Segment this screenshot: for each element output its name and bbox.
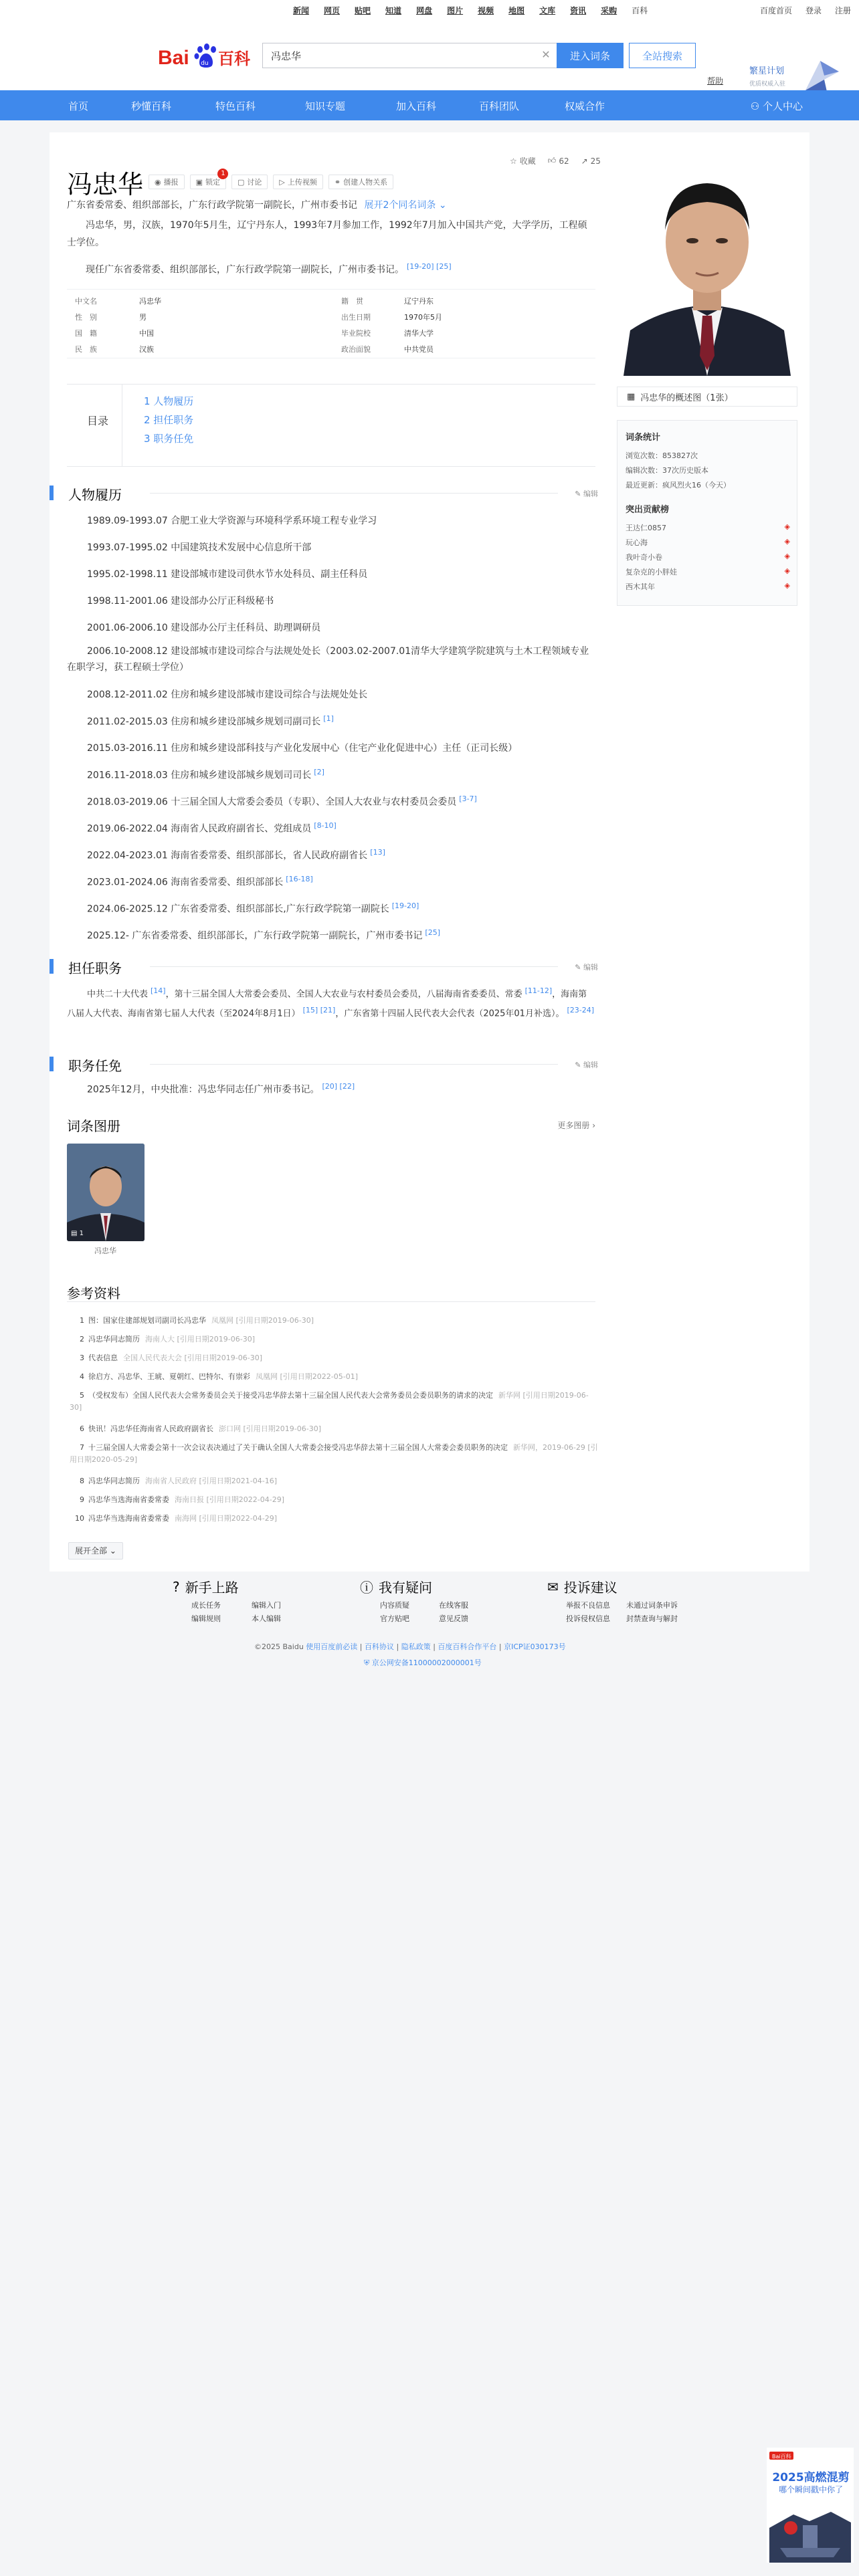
entry-title: 冯忠华 [67, 170, 144, 199]
chat-icon: ▢ [237, 177, 245, 187]
career-text: 2025.12- 广东省委常委、组织部部长，广东行政学院第一副院长，广州市委书记 [87, 930, 423, 942]
entry-stats [510, 155, 601, 167]
user-icon: ⚇ [750, 100, 763, 112]
section-marker [50, 1057, 54, 1071]
career-item [87, 821, 595, 835]
chevron-down-icon: ⌄ [109, 1546, 116, 1555]
ref-title[interactable]: （受权发布）全国人民代表大会常务委员会关于接受冯忠华辞去第十三届全国人民代表大会常务委员会委员职务的请求的决定 [88, 1391, 493, 1400]
ref-title[interactable]: 冯忠华当选海南省委常委 [88, 1514, 169, 1523]
top-nav [293, 5, 648, 16]
info-row [67, 310, 595, 324]
info-key: 籍 贯 [341, 297, 363, 306]
career-item [87, 687, 595, 701]
reference-item[interactable] [70, 1494, 598, 1505]
career-text: 2018.03-2019.06 十三届全国人大常委会委员（专职）、全国人大农业与农村委员会委员 [87, 796, 457, 808]
toc-item-career[interactable]: 1 人物履历 [144, 395, 194, 407]
ref-number: 3 [80, 1354, 84, 1362]
image-count-badge [71, 1230, 84, 1237]
medal-icon: ◈ [784, 552, 790, 560]
career-item [87, 928, 595, 942]
footer-link[interactable]: 未通过词条申诉 [626, 1601, 678, 1610]
ad-banner-image [767, 2448, 854, 2563]
section-header-positions [50, 958, 598, 975]
expand-all-label: 展开全部 [75, 1546, 108, 1555]
ref-title[interactable]: 徐启方、冯忠华、王琥、夏朝红、巴特尔、有崇彩 [88, 1372, 250, 1381]
description-text: 广东省委常委、组织部部长，广东行政学院第一副院长，广州市委书记 [67, 200, 357, 211]
nav-home[interactable]: 首页 [68, 100, 89, 112]
last-updated: 最近更新：疯风烈火16（今天） [626, 481, 731, 490]
nav-team[interactable]: 百科团队 [479, 100, 520, 112]
basic-info-box [67, 289, 595, 358]
career-item [87, 901, 595, 916]
ref-title[interactable]: 十三届全国人大常委会第十一次会议表决通过了关于确认全国人大常委会接受冯忠华辞去第十三届全国人大常委会委员职务的决定 [88, 1443, 508, 1452]
career-item [87, 848, 595, 862]
footer-link[interactable]: 官方贴吧 [380, 1614, 409, 1623]
reference-item[interactable] [70, 1390, 598, 1415]
career-text: 2015.03-2016.11 住房和城乡建设部科技与产业化发展中心（住宅产业化促进中心）主任（正司长级） [87, 743, 518, 754]
upload-video-button[interactable] [273, 175, 322, 189]
star-plan-logo-icon [800, 57, 842, 94]
contributor-item[interactable] [626, 537, 790, 548]
expand-same-name-label: 展开2个同名词条 [364, 200, 436, 211]
like-button[interactable] [548, 155, 569, 167]
section-header-career [50, 484, 598, 502]
info-row [67, 326, 595, 340]
topnav-zhidao[interactable]: 知道 [385, 6, 402, 15]
career-text: 2016.11-2018.03 住房和城乡建设部城乡规划司司长 [87, 770, 312, 781]
info-value: 男 [139, 313, 147, 322]
career-text: 2023.01-2024.06 海南省委常委、组织部部长 [87, 877, 284, 888]
career-text: 1995.02-1998.11 建设部城市建设司供水节水处科员、副主任科员 [87, 569, 368, 580]
ref-number: 2 [80, 1335, 84, 1344]
main-nav [0, 90, 859, 120]
ref-title[interactable]: 冯忠华同志简历 [88, 1335, 140, 1344]
career-item [87, 794, 595, 809]
career-item [87, 768, 595, 782]
ref-number: 8 [80, 1477, 84, 1485]
footer-link[interactable]: 在线客服 [439, 1601, 468, 1610]
topnav-news[interactable]: 新闻 [293, 6, 310, 15]
career-text: 2011.02-2015.03 住房和城乡建设部城乡规划司副司长 [87, 716, 321, 728]
footer-bottom-link[interactable]: 百度百科合作平台 [438, 1642, 497, 1651]
toc-item-appointment[interactable]: 3 职务任免 [144, 433, 194, 445]
reference-item[interactable] [70, 1513, 598, 1523]
career-item [87, 741, 595, 754]
section-title: 人物履历 [68, 487, 122, 503]
broadcast-label: 播报 [163, 178, 179, 187]
portrait-caption: 冯忠华的概述图（1张） [640, 393, 733, 403]
footer-link[interactable]: 举报不良信息 [566, 1601, 610, 1610]
positions-text: 中共二十大代表 [87, 989, 149, 1000]
footer-link[interactable]: 封禁查询与解封 [626, 1614, 678, 1623]
topnav-info[interactable]: 资讯 [570, 6, 587, 15]
topnav-web[interactable]: 网页 [324, 6, 341, 15]
ad-line-2: 哪个瞬间戳中你了 [778, 2485, 843, 2494]
stats-title: 词条统计 [626, 433, 661, 443]
info-key: 出生日期 [341, 313, 371, 322]
like-count: 62 [559, 156, 569, 166]
upload-video-label: 上传视频 [287, 178, 317, 187]
footer-col-questions [360, 1577, 432, 1596]
reference-item[interactable] [70, 1423, 598, 1434]
info-key: 毕业院校 [341, 329, 371, 338]
ref-source: 新华网 [引用日期2019-06-30] [70, 1391, 589, 1412]
entry-description [67, 198, 447, 211]
section-header-appointment [50, 1055, 598, 1073]
more-gallery-label: 更多图册 [557, 1121, 590, 1130]
career-ref[interactable]: [2] [314, 768, 324, 776]
career-text: 1993.07-1995.02 中国建筑技术发展中心信息所干部 [87, 542, 312, 553]
info-value: 中共党员 [404, 345, 434, 354]
svg-text:du: du [201, 60, 209, 67]
ref-number: 5 [80, 1391, 84, 1400]
pencil-icon: ✎ [575, 490, 583, 498]
footer-col-title: 新手上路 [185, 1580, 239, 1596]
lock-icon: ▣ [195, 177, 203, 187]
appointment-paragraph [87, 1082, 595, 1096]
career-text: 2024.06-2025.12 广东省委常委、组织部部长,广东行政学院第一副院长 [87, 903, 389, 915]
edit-section-button[interactable] [575, 1059, 598, 1070]
career-text: 2019.06-2022.04 海南省人民政府副省长、党组成员 [87, 823, 312, 835]
table-of-contents [67, 384, 595, 467]
toc-label: 目录 [87, 415, 109, 427]
footer-link[interactable]: 投诉侵权信息 [566, 1614, 610, 1623]
topnav-wenku[interactable]: 文库 [539, 6, 556, 15]
ref-number: 6 [80, 1424, 84, 1433]
edit-section-button[interactable] [575, 962, 598, 972]
collect-button[interactable] [510, 155, 536, 167]
header [0, 20, 859, 90]
reference-item[interactable] [70, 1333, 598, 1344]
ref-title[interactable]: 冯忠华当选海南省委常委 [88, 1495, 169, 1504]
medal-icon: ◈ [784, 581, 790, 590]
footer-col-newbie [173, 1577, 239, 1596]
question-circle-icon: ? [173, 1578, 180, 1595]
promo-subtitle: 优质权威入驻 [749, 81, 786, 88]
career-text: 1989.09-1993.07 合肥工业大学资源与环境科学系环境工程专业学习 [87, 516, 377, 526]
career-ref[interactable]: [8-10] [314, 821, 337, 830]
footer-link[interactable]: 成长任务 [191, 1601, 221, 1610]
career-text: 2008.12-2011.02 住房和城乡建设部城市建设司综合与法规处处长 [87, 689, 368, 700]
pencil-icon: ✎ [575, 963, 583, 972]
career-item [87, 714, 595, 728]
ref-number: 7 [80, 1443, 84, 1452]
contributor-name: 王达仁0857 [626, 524, 666, 532]
footer-col-complaints [547, 1577, 617, 1596]
ad-line-1: 2025高燃混剪 [772, 2471, 850, 2484]
career-ref[interactable]: [13] [370, 848, 385, 857]
ref-source: 海南日报 [引用日期2022-04-29] [175, 1495, 285, 1504]
career-item [87, 875, 595, 889]
ref-number: 1 [80, 1316, 84, 1325]
image-count: 1 [79, 1230, 84, 1237]
broadcast-button[interactable] [149, 175, 185, 189]
baike-logo[interactable] [158, 39, 255, 72]
footer-link[interactable]: 内容质疑 [380, 1601, 409, 1610]
footer-col-title: 我有疑问 [379, 1580, 432, 1596]
nav-topics[interactable]: 知识专题 [305, 100, 346, 112]
info-key: 民 族 [75, 345, 97, 354]
collect-label: 收藏 [519, 156, 536, 166]
topnav-tieba[interactable]: 贴吧 [355, 6, 371, 15]
career-ref[interactable]: [16-18] [286, 875, 313, 883]
career-item [67, 643, 595, 675]
gallery-caption: 冯忠华 [94, 1247, 116, 1255]
nav-featured[interactable]: 特色百科 [215, 100, 256, 112]
expand-all-references-button[interactable] [68, 1542, 123, 1560]
edit-section-button[interactable] [575, 488, 598, 499]
positions-paragraph [67, 983, 595, 1023]
enter-entry-button[interactable]: 进入词条 [557, 43, 624, 68]
info-row [67, 294, 595, 308]
positions-ref[interactable]: [23-24] [567, 1006, 594, 1015]
reference-item[interactable] [70, 1315, 598, 1325]
reference-item[interactable] [70, 1352, 598, 1363]
entry-portrait[interactable] [617, 155, 797, 376]
help-link[interactable]: 帮助 [707, 76, 724, 86]
contributor-item[interactable] [626, 566, 790, 577]
more-gallery-link[interactable] [557, 1119, 595, 1131]
site-search-button[interactable]: 全站搜索 [629, 43, 696, 68]
user-center-link[interactable] [751, 99, 803, 113]
career-ref[interactable]: [1] [323, 714, 334, 723]
career-text: 2006.10-2008.12 建设部城市建设司综合与法规处处长（2003.02-2007.01清华大学建筑学院建筑与土木工程领域专业在职学习，获工程硕士学位） [67, 646, 589, 673]
ref-source: 海南省人民政府 [引用日期2021-04-16] [145, 1477, 278, 1485]
career-ref[interactable]: [25] [425, 928, 440, 937]
police-badge-icon: ⛨ [364, 1658, 372, 1667]
ref-title[interactable]: 代表信息 [88, 1354, 118, 1362]
career-text: 2001.06-2006.10 建设部办公厅主任科员、助理调研员 [87, 623, 321, 633]
create-relation-button[interactable] [328, 175, 393, 189]
entry-stats-box [617, 420, 797, 606]
star-icon: ☆ [510, 156, 517, 166]
info-value-link[interactable]: 中国 [139, 329, 154, 338]
copyright: ©2025 Baidu [254, 1642, 304, 1651]
ref-number: 9 [80, 1495, 84, 1504]
topnav-map[interactable]: 地图 [508, 6, 525, 15]
contributor-name: 我叶奇小卷 [626, 553, 662, 562]
career-text: 1998.11-2001.06 建设部办公厅正科级秘书 [87, 596, 274, 607]
info-key: 性 别 [75, 313, 97, 322]
career-item [87, 621, 595, 634]
gallery-thumbnail[interactable] [67, 1144, 145, 1241]
footer-link[interactable]: 编辑入门 [252, 1601, 281, 1610]
edit-count[interactable]: 编辑次数：37次历史版本 [626, 466, 708, 475]
positions-ref[interactable]: [15] [21] [302, 1006, 336, 1015]
contributors-title: 突出贡献榜 [626, 505, 670, 515]
positions-text: ，海南第八届人大代表、海南省第七届人大代表（至2024年8月1日） [67, 989, 587, 1019]
share-button[interactable] [581, 155, 601, 167]
chevron-right-icon: › [592, 1121, 595, 1130]
gallery-title: 词条图册 [67, 1118, 120, 1134]
share-icon: ↗ [581, 156, 588, 166]
search-input[interactable]: 冯忠华 [262, 43, 557, 68]
section-title: 担任职务 [68, 960, 122, 976]
expand-same-name-link[interactable] [364, 200, 446, 211]
footer-col-title: 投诉建议 [563, 1580, 617, 1596]
topnav-image[interactable]: 图片 [447, 6, 464, 15]
view-count: 浏览次数：853827次 [626, 451, 698, 460]
info-row [67, 342, 595, 356]
footer-bottom-link[interactable]: 京ICP证030173号 [504, 1642, 566, 1651]
career-ref[interactable]: [3-7] [459, 794, 477, 803]
topnav-purchase[interactable]: 采购 [601, 6, 617, 15]
star-plan-promo[interactable] [749, 64, 785, 88]
top-right-links [760, 5, 851, 16]
ref-number: 10 [75, 1514, 84, 1523]
topnav-baike[interactable]: 百科 [632, 6, 648, 15]
svg-text:Bai百科: Bai百科 [772, 2454, 791, 2460]
footer-link[interactable]: 编辑规则 [191, 1614, 221, 1623]
contributor-item[interactable] [626, 522, 790, 533]
summary-paragraph-1: 冯忠华，男，汉族，1970年5月生，辽宁丹东人，1993年7月参加工作，1992年7月加入中国共产党，大学学历，工程硕士学位。 [67, 220, 587, 248]
ref-title[interactable]: 图：国家住建部规划司副司长冯忠华 [88, 1316, 206, 1325]
appointment-text: 2025年12月，中央批准：冯忠华同志任广州市委书记。 [87, 1084, 320, 1095]
beian-link[interactable] [364, 1657, 482, 1668]
portrait-thumb-image [67, 1144, 145, 1241]
ref-source: 澎口网 [引用日期2019-06-30] [219, 1424, 322, 1433]
create-relation-label: 创建人物关系 [343, 178, 388, 187]
contributor-name: 西木其年 [626, 582, 655, 591]
section-rule [150, 493, 558, 494]
ref-number: 4 [80, 1372, 84, 1381]
footer-link[interactable]: 意见反馈 [439, 1614, 468, 1623]
top-bar [0, 0, 859, 20]
positions-ref[interactable]: [11-12] [524, 986, 553, 995]
footer-bottom-link[interactable]: 使用百度前必读 [306, 1642, 358, 1651]
reference-item[interactable] [70, 1442, 598, 1467]
discuss-badge: 1 [217, 169, 228, 179]
info-value-link[interactable]: 清华大学 [404, 329, 434, 338]
section-title: 职务任免 [68, 1058, 122, 1074]
info-square-icon: ⓘ [360, 1580, 373, 1596]
edit-label: 编辑 [583, 1061, 598, 1069]
ref-source: 南海网 [引用日期2022-04-29] [175, 1514, 278, 1523]
info-value: 汉族 [139, 345, 154, 354]
clear-search-icon[interactable]: ✕ [541, 48, 551, 61]
floating-ad[interactable] [767, 2448, 854, 2563]
reference-item[interactable] [70, 1371, 598, 1382]
toc-item-positions[interactable]: 2 担任职务 [144, 414, 194, 426]
medal-icon: ◈ [784, 537, 790, 546]
info-value: 辽宁丹东 [404, 297, 434, 306]
summary-2-refs[interactable]: [19-20] [25] [407, 262, 452, 271]
portrait-image [617, 155, 797, 376]
appointment-refs[interactable]: [20] [22] [322, 1082, 355, 1091]
thumb-up-icon: 👍︎ [547, 156, 557, 165]
nav-join[interactable]: 加入百科 [396, 100, 437, 112]
edit-label: 编辑 [583, 963, 598, 972]
section-rule [150, 1064, 558, 1065]
references-title: 参考资料 [67, 1285, 120, 1301]
career-item [87, 540, 595, 554]
section-rule [150, 966, 558, 967]
career-item [87, 594, 595, 607]
footer-bottom-line: ©2025 Baidu 使用百度前必读 | 百科协议 | 隐私政策 | 百度百科合作平台 | 京ICP证030173号 [254, 1642, 566, 1651]
section-marker [50, 959, 54, 974]
lock-label: 锁定 [205, 178, 221, 187]
info-key: 中文名 [75, 297, 97, 306]
contributor-name: 复杂克的小胖娃 [626, 568, 677, 576]
career-ref[interactable]: [19-20] [391, 901, 419, 910]
ref-title[interactable]: 快讯！冯忠华任海南省人民政府副省长 [88, 1424, 213, 1433]
baidu-home-link[interactable]: 百度首页 [759, 6, 792, 15]
gallery-icon: ▦ [627, 391, 636, 402]
contributor-name: 玩心海 [626, 538, 648, 547]
user-center-label: 个人中心 [762, 100, 803, 112]
speaker-icon: ◉ [155, 177, 161, 187]
nav-partner[interactable]: 权威合作 [565, 100, 605, 112]
positions-ref[interactable]: [14] [151, 986, 166, 995]
summary-paragraph-2 [67, 258, 589, 279]
section-marker [50, 486, 54, 500]
discuss-button[interactable] [221, 170, 268, 189]
chevron-down-icon: ⌄ [438, 200, 447, 211]
pencil-icon: ✎ [575, 1061, 583, 1069]
career-text: 2022.04-2023.01 海南省委常委、组织部部长，省人民政府副省长 [87, 850, 368, 861]
ref-source: 全国人民代表大会 [引用日期2019-06-30] [123, 1354, 263, 1362]
svg-text:百科: 百科 [218, 49, 250, 68]
summary-2-text: 现任广东省委常委、组织部部长，广东行政学院第一副院长，广州市委书记。 [86, 264, 404, 276]
portrait-caption-link[interactable] [617, 387, 797, 407]
entry-toolbar [149, 170, 393, 189]
ref-source: 海南人大 [引用日期2019-06-30] [145, 1335, 256, 1344]
footer-link[interactable]: 本人编辑 [252, 1614, 281, 1623]
share-count: 25 [590, 156, 601, 166]
beian-text: 京公网安备11000002000001号 [371, 1658, 482, 1667]
topnav-pan[interactable]: 网盘 [416, 6, 433, 15]
image-stack-icon: ▤ [71, 1230, 78, 1237]
career-item [87, 514, 595, 527]
discuss-label: 讨论 [247, 178, 262, 187]
positions-text: ，广东省第十四届人民代表大会代表（2025年01月补选）。 [335, 1008, 565, 1019]
ref-source: 新华网，2019-06-29 [引用日期2020-05-29] [70, 1443, 598, 1464]
ref-source: 凤凰网 [引用日期2019-06-30] [211, 1316, 314, 1325]
career-item [87, 567, 595, 580]
edit-label: 编辑 [583, 490, 598, 498]
nav-miaodong[interactable]: 秒懂百科 [131, 100, 172, 112]
comment-icon: ✉ [547, 1578, 559, 1595]
medal-icon: ◈ [784, 522, 790, 531]
ref-title[interactable]: 冯忠华同志简历 [88, 1477, 140, 1485]
info-key: 政治面貌 [341, 345, 371, 354]
contributor-item[interactable] [626, 552, 790, 562]
medal-icon: ◈ [784, 566, 790, 575]
contributor-item[interactable] [626, 581, 790, 592]
relation-icon: ⚭ [334, 177, 341, 187]
login-link[interactable]: 登录 [805, 6, 822, 15]
footer-bottom-link[interactable]: 隐私政策 [401, 1642, 431, 1651]
info-value: 1970年5月 [404, 313, 442, 322]
reference-item[interactable] [70, 1475, 598, 1486]
video-icon: ▷ [279, 177, 285, 187]
info-key: 国 籍 [75, 329, 97, 338]
info-value: 冯忠华 [139, 297, 161, 306]
ref-source: 凤凰网 [引用日期2022-05-01] [256, 1372, 359, 1381]
topnav-video[interactable]: 视频 [478, 6, 494, 15]
positions-text: ，第十三届全国人大常委会委员、全国人大农业与农村委员会委员，八届海南省委委员、常委 [165, 989, 522, 1000]
references-rule [67, 1301, 595, 1302]
register-link[interactable]: 注册 [834, 6, 851, 15]
footer-bottom-link[interactable]: 百科协议 [365, 1642, 394, 1651]
promo-title: 繁星计划 [749, 66, 785, 76]
svg-text:Bai: Bai [158, 47, 189, 69]
